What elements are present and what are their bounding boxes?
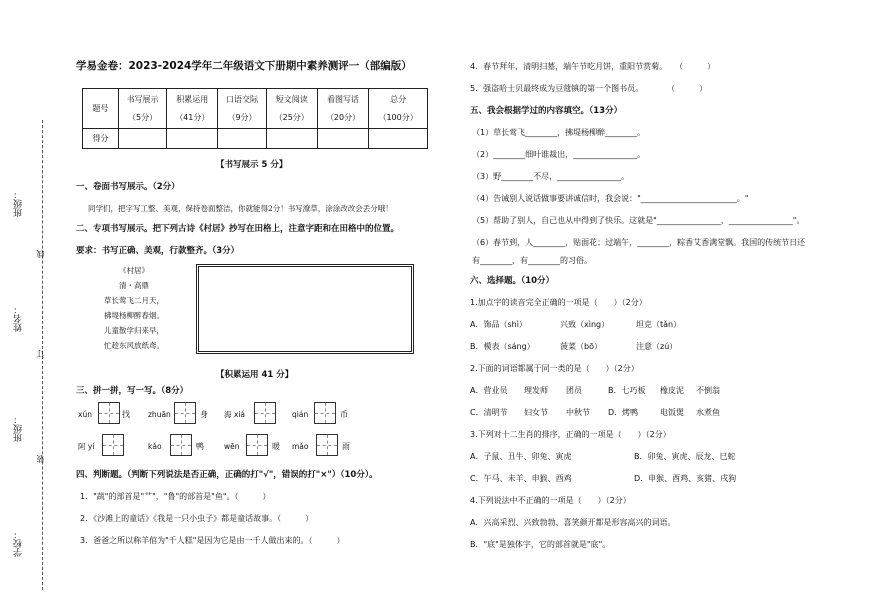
- q6-q3: 3.下列对十二生肖的排序，正确的一项是（ ）（2分）: [470, 430, 671, 439]
- margin-label-school: 学校：: [14, 530, 24, 557]
- q6-option: D．申猴、酉鸡、亥猪、戌狗: [634, 474, 737, 483]
- q5-item: （3）野________不尽，________________。: [472, 172, 630, 181]
- score-table: [82, 88, 428, 149]
- q4-item-4: 4．春节拜年，清明扫墓，端午节吃月饼，重阳节赏菊。 （ ）: [470, 62, 716, 71]
- section-writing-heading: 【书写展示 5 分】: [216, 160, 288, 170]
- q6-option: A．子鼠、丑牛、卯兔、寅虎: [470, 452, 572, 461]
- q6-option: 不倒翁: [696, 386, 720, 395]
- q6-option: 中秋节: [566, 408, 590, 417]
- pinyin-item: 阿 yí: [76, 434, 156, 464]
- q2-requirement: 要求：书写正确、美观，行款整齐。（3分）: [76, 246, 240, 256]
- q4-item-5: 5．强盗哈士贝最终成为豆蔻镇的第一个图书员。 （ ）: [470, 84, 708, 93]
- score-cell[interactable]: [218, 129, 266, 149]
- pinyin-item: kǎo 鸭: [148, 434, 228, 464]
- q6-option: B．"底"是独体字，它的部首就是"底"。: [470, 540, 611, 549]
- q5-item: （4）告诫别人说话做事要讲诚信时，我会说："________________________。": [472, 194, 749, 203]
- margin-label-class: 班级：: [14, 190, 24, 217]
- score-col-accum: 积累运用 （41分）: [167, 89, 218, 129]
- poem-line: 忙趁东风放纸鸢。: [104, 341, 164, 350]
- score-col-reading: 短文阅读 （25分）: [266, 89, 317, 129]
- q6-option: 妇女节: [524, 408, 548, 417]
- poem-line: 儿童散学归来早，: [104, 326, 164, 335]
- q6-option: 电饭煲: [660, 408, 684, 417]
- section-accum-heading: 【积累运用 41 分】: [216, 370, 294, 380]
- writing-grid[interactable]: [174, 402, 196, 424]
- margin-label-name: 姓名：: [14, 305, 24, 332]
- score-cell[interactable]: [167, 129, 218, 149]
- q6-option: D．烤鸭: [608, 408, 639, 417]
- q6-option: B．卯兔、寅虎、辰龙、巳蛇: [634, 452, 736, 461]
- writing-grid[interactable]: [246, 434, 268, 456]
- pinyin-item: 海 xiá: [224, 402, 304, 432]
- pinyin-item: xún 找: [76, 402, 156, 432]
- margin-mark-bind: 装: [36, 455, 45, 463]
- poem: [94, 263, 174, 353]
- poem-line: 草长莺飞二月天，: [104, 296, 164, 305]
- q6-option: A．营业员: [470, 386, 508, 395]
- writing-grid[interactable]: [254, 402, 276, 424]
- q6-option: 兴致（xìng）: [560, 320, 610, 329]
- score-col-total: 总分 （100分）: [369, 89, 428, 129]
- score-col-writing: 书写展示 （5分）: [119, 89, 167, 129]
- writing-grid[interactable]: [98, 402, 120, 424]
- q2-title: 二、专项书写展示。把下列古诗《村居》抄写在田格上，注意字距和在田格中的位置。: [76, 224, 400, 234]
- pinyin-item: mǎo 雨: [292, 434, 372, 464]
- q6-option: 橡皮泥: [660, 386, 684, 395]
- q6-option: 理发师: [524, 386, 548, 395]
- q5-item: 有________，有________的习俗。: [472, 256, 592, 265]
- writing-grid[interactable]: [170, 434, 192, 456]
- q5-title: 五、我会根据学过的内容填空。（13分）: [470, 106, 623, 116]
- q6-option: A．兴高采烈、兴致勃勃、喜笑颜开都是形容高兴的词语。: [470, 518, 676, 527]
- score-table-row-label: 题号: [83, 89, 119, 129]
- q4-item-1: 1．"蔬"的部首是"艹"，"鲁"的部首是"鱼"。（ ）: [80, 492, 271, 501]
- q5-item: （1）草长莺飞________，拂堤杨柳醉________。: [472, 128, 646, 137]
- q6-option: 菠菜（bō）: [560, 342, 602, 351]
- q6-q4: 4.下列说法中不正确的一项是（ ）（2分）: [470, 496, 631, 505]
- q5-item: （5）帮助了别人，自己也从中得到了快乐。这就是"________________，________________"。: [472, 216, 805, 225]
- q3-title: 三、拼一拼，写一写。（8分）: [76, 386, 189, 396]
- score-col-picture-writing: 看图写话 （20分）: [317, 89, 368, 129]
- q6-title: 六、选择题。（10分）: [470, 276, 555, 286]
- poem-copy-box[interactable]: [196, 264, 414, 354]
- q6-option: 团员: [566, 386, 582, 395]
- q5-item: （2）________细叶谁裁出，________________。: [472, 150, 646, 159]
- q6-q1: 1.加点字的读音完全正确的一项是（ ）（2分）: [470, 298, 647, 307]
- q6-option: 坦克（tǎn）: [636, 320, 682, 329]
- q6-option: C．午马、未羊、申猴、酉鸡: [470, 474, 572, 483]
- pinyin-item: qián 币: [292, 402, 372, 432]
- writing-grid[interactable]: [314, 402, 336, 424]
- score-cell[interactable]: [119, 129, 167, 149]
- score-table-score-label: 得分: [83, 129, 119, 149]
- score-cell[interactable]: [317, 129, 368, 149]
- q4-item-3: 3．爸爸之所以称羊倌为"千人糕"是因为它是由一千人做出来的。（ ）: [80, 536, 345, 545]
- q6-option: 水煮鱼: [696, 408, 720, 417]
- writing-grid[interactable]: [316, 434, 338, 456]
- q1-text: 同学们，把字写工整、美观，保持卷面整洁，你就能得2分！书写潦草，涂涂改改会丢分哦！: [88, 204, 393, 213]
- q5-item: （6）春节到，人________，贴面花；过端午，________，粽香艾香满堂飘。我国的传统节日还: [472, 238, 806, 247]
- writing-grid[interactable]: [102, 434, 124, 456]
- margin-label-grade: 班级：: [14, 415, 24, 442]
- q4-item-2: 2．《沙滩上的童话》《我是一只小虫子》都是童话故事。（ ）: [80, 514, 314, 523]
- poem-title: 《村居》: [119, 266, 149, 275]
- score-cell[interactable]: [369, 129, 428, 149]
- q6-option: C．清明节: [470, 408, 508, 417]
- q6-option: 注意（zú）: [636, 342, 678, 351]
- margin-mark-order: 订: [36, 350, 45, 358]
- page-title: 学易金卷：2023-2024学年二年级语文下册期中素养测评一（部编版）: [76, 60, 412, 72]
- score-col-oral: 口语交际 （9分）: [218, 89, 266, 129]
- q6-option: A．饰品（shì）: [470, 320, 527, 329]
- pinyin-item: zhuān 身: [148, 402, 228, 432]
- q6-option: B．七巧板: [608, 386, 646, 395]
- q1-title: 一、卷面书写展示。（2分）: [76, 182, 180, 192]
- q6-q2: 2.下面的词语都属于同一类的是（ ）（2分）: [470, 364, 639, 373]
- poem-author: 清・高鼎: [119, 281, 149, 290]
- poem-line: 拂堤杨柳醉春烟。: [104, 311, 164, 320]
- q4-title: 四、判断题。（判断下列说法是否正确，正确的打"√"，错误的打"×"）（10分）。: [76, 470, 378, 480]
- margin-mark-line: 线: [36, 250, 45, 258]
- pinyin-item: wēn 暖: [224, 434, 304, 464]
- q6-option: B．模表（sáng）: [470, 342, 535, 351]
- score-cell[interactable]: [266, 129, 317, 149]
